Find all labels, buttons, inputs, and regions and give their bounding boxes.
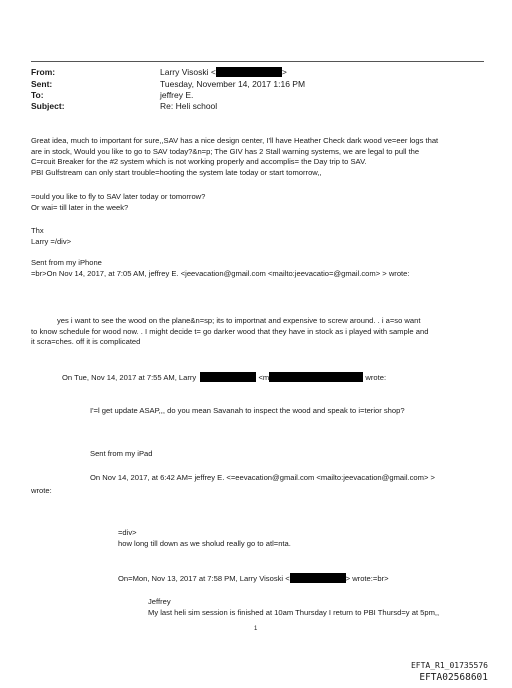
redaction-bar [269, 372, 363, 382]
subject-value: Re: Heli school [160, 101, 218, 111]
text-line: C=rcuit Breaker for the #2 system which is not working properly and accomplis= the Day trip to SAV. [31, 157, 367, 167]
footer-id-1: EFTA_R1_01735576 [410, 661, 488, 670]
text-line: =ould you like to fly to SAV later today or tomorrow? [31, 192, 206, 201]
text-line: how long till down as we sholud really go to atl=nta. [118, 538, 291, 548]
text-segment: wrote: [365, 373, 387, 382]
paragraph-2 [31, 192, 205, 213]
text-line: Great idea, much to important for sure,,SAV has a nice design center, I'll have Heather Check dark wood ve=eer logs that [31, 136, 439, 145]
text-line: Sent from my iPhone [31, 258, 102, 267]
text-line: it scra=ches. off it is complicated [31, 337, 141, 347]
text-segment: On=Mon, Nov 13, 2017 at 7:58 PM, Larry Visoski < [118, 574, 290, 583]
text-line: PBI Gulfstream can only start trouble=hooting the system late today or start tomorrow,, [31, 167, 322, 177]
signature [31, 226, 71, 247]
text-line: Larry =/div> [31, 236, 72, 246]
text-line: =br>On Nov 14, 2017, at 7:05 AM, jeffrey E. <jeevacation@gmail.com <mailto:jeevacatio=@gmail.com> > wrote: [31, 268, 410, 278]
deep-quote-header [118, 573, 389, 585]
page-number: 1 [254, 626, 258, 632]
text-line: Jeffrey [148, 597, 171, 606]
redaction-bar [200, 372, 256, 382]
text-line: are in stock, Would you like to go to SAV today?&n=p; The GIV has 2 Stall warning systems, we are legal to pull the [31, 146, 420, 156]
nested-quote-header-2: On Nov 14, 2017, at 6:42 AM= jeffrey E. <=eevacation@gmail.com <mailto:jeevacation@gmail.com> > [90, 473, 435, 482]
nested-quote-line: I'=l get update ASAP,,, do you mean Savanah to inspect the wood and speak to i=terior shop? [90, 406, 405, 415]
from-label: From: [31, 67, 56, 77]
text-line: Or wai= till later in the week? [31, 202, 129, 212]
footer-id-2: EFTA02568601 [419, 672, 488, 683]
redaction-bar [290, 573, 346, 583]
sent-label: Sent: [31, 79, 53, 89]
text-line: Thx [31, 226, 44, 235]
quote-header-1 [31, 258, 410, 279]
text-segment: On Tue, Nov 14, 2017 at 7:55 AM, Larry [62, 373, 197, 382]
sent-value: Tuesday, November 14, 2017 1:16 PM [160, 79, 306, 89]
from-bracket: > [281, 67, 287, 77]
redaction-bar [216, 67, 282, 77]
paragraph-1 [31, 136, 438, 178]
from-value [160, 67, 287, 78]
nested-sent-from: Sent from my iPad [90, 449, 153, 458]
header-divider [31, 61, 484, 62]
to-label: To: [31, 90, 44, 100]
deepest-quote [148, 597, 439, 618]
text-line: =div> [118, 528, 137, 537]
to-value: jeffrey E. [160, 90, 194, 100]
from-name: Larry Visoski < [160, 67, 216, 77]
text-segment: <m [258, 373, 270, 382]
deep-quote [118, 528, 291, 549]
quoted-paragraph [31, 316, 428, 348]
nested-quote-header [62, 372, 386, 384]
text-line: My last heli sim session is finished at 10am Thursday I return to PBI Thursd=y at 5pm,, [148, 607, 440, 617]
wrote-continuation: wrote: [31, 486, 52, 495]
text-segment: > wrote:=br> [345, 574, 389, 583]
text-line: yes i want to see the wood on the plane&n=sp; its to importnat and expensive to screw around. . i a=so want [57, 316, 421, 325]
text-line: to know schedule for wood now. . I might decide t= go darker wood that they have in stock as i played with sample and [31, 326, 429, 336]
subject-label: Subject: [31, 101, 65, 111]
